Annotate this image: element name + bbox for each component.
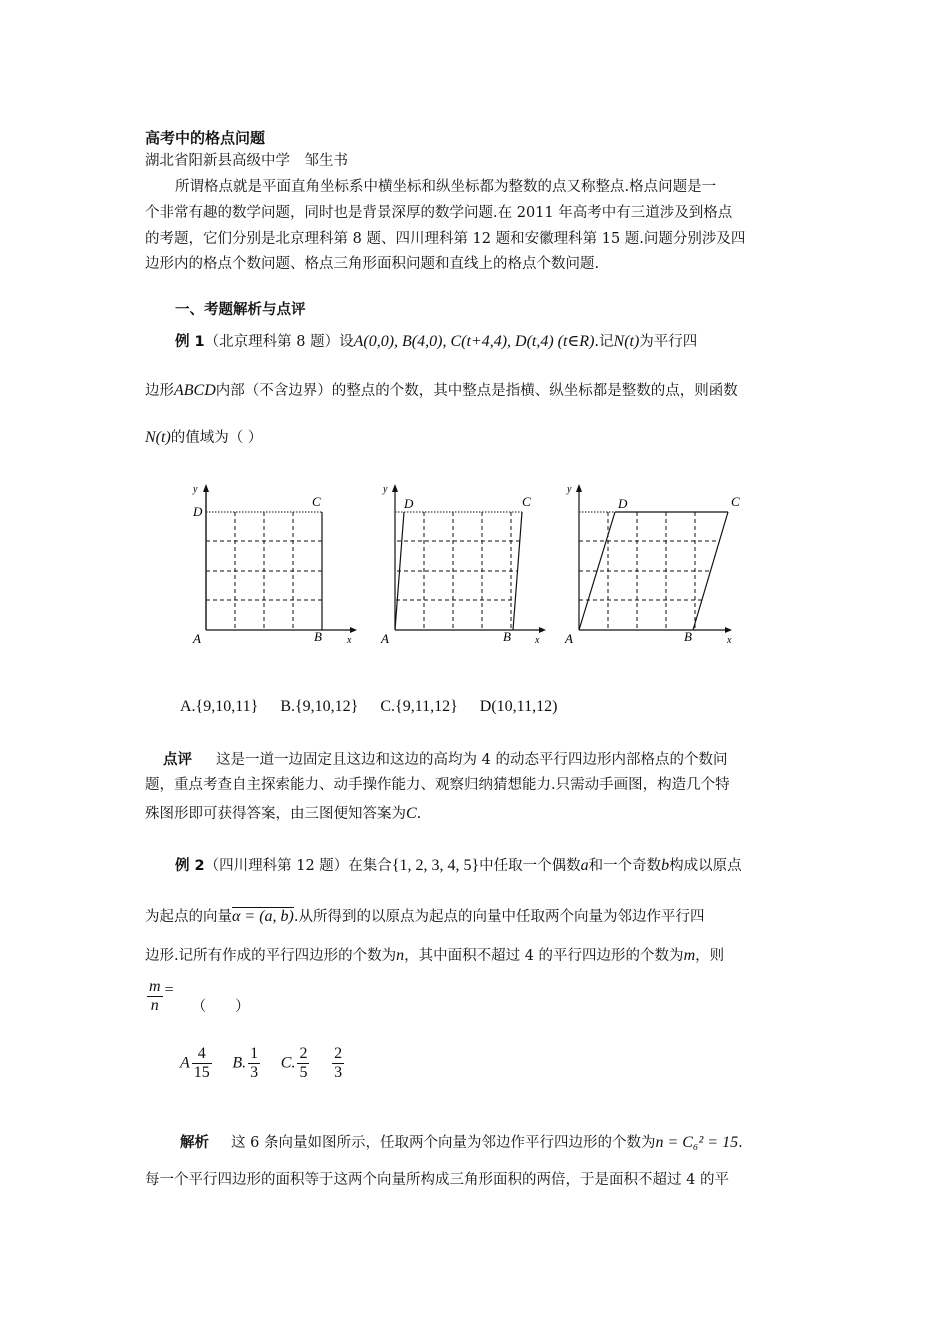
fig3-A-label: A bbox=[565, 631, 573, 646]
example1-line-1 bbox=[145, 332, 697, 352]
example1-line-3 bbox=[145, 428, 262, 448]
page-title: 高考中的格点问题 bbox=[145, 129, 266, 147]
example1-abcd: ABCD bbox=[174, 382, 216, 399]
comment1-text-3: 殊图形即可获得答案，由三图便知答案为 bbox=[145, 806, 406, 822]
example2-m: m bbox=[683, 947, 696, 964]
example1-option-d: D(10,11,12) bbox=[479, 698, 558, 715]
example2-a: a bbox=[580, 857, 589, 874]
example1-func: N(t) bbox=[613, 333, 640, 350]
example2-n: n bbox=[396, 947, 405, 964]
fig1-B-label: B bbox=[314, 629, 322, 644]
analysis2-end: . bbox=[738, 1135, 743, 1151]
option-a-den: 15 bbox=[193, 1064, 210, 1081]
analysis2-text-1: 这 6 条向量如图所示，任取两个向量为邻边作平行四边形的个数为 bbox=[231, 1135, 656, 1151]
analysis2-line-1 bbox=[180, 1133, 743, 1153]
example2-line-3 bbox=[145, 946, 724, 966]
example1-label: 例 1 bbox=[175, 334, 205, 350]
fig2-D-label: D bbox=[404, 496, 414, 511]
option-a-num: 4 bbox=[192, 1045, 212, 1064]
example1-option-a: A.{9,10,11} bbox=[180, 698, 259, 715]
analysis2-line-2: 每一个平行四边形的面积等于这两个向量所构成三角形面积的两倍，于是面积不超过 4 的平 bbox=[145, 1172, 729, 1188]
intro-line-2: 个非常有趣的数学问题，同时也是背景深厚的数学问题.在 2011 年高考中有三道涉及到格点 bbox=[145, 205, 733, 221]
option-b-letter: B. bbox=[232, 1054, 247, 1072]
fig1-C-label: C bbox=[312, 494, 321, 509]
analysis2-formula: n = C₆² = 15 bbox=[655, 1134, 739, 1151]
fig2-x-label: x bbox=[535, 635, 540, 646]
option-c-den: 5 bbox=[299, 1064, 308, 1081]
example2-ratio-den: n bbox=[150, 997, 159, 1014]
fig3-D-label: D bbox=[618, 496, 628, 511]
example1-option-b: B.{9,10,12} bbox=[280, 698, 359, 715]
fig1-x-label: x bbox=[347, 635, 352, 646]
example2-label: 例 2 bbox=[175, 858, 205, 874]
example1-source: （北京理科第 8 题）设 bbox=[204, 334, 354, 350]
example2-line-2 bbox=[145, 907, 704, 927]
fig2-B-label: B bbox=[503, 629, 511, 644]
figure-1 bbox=[192, 484, 357, 646]
example2-ratio-frac bbox=[147, 978, 163, 1015]
section-heading: 一、考题解析与点评 bbox=[175, 302, 306, 318]
example1-line-2 bbox=[145, 381, 738, 401]
intro-line-1: 所谓格点就是平面直角坐标系中横坐标和纵坐标都为整数的点又称整点.格点问题是一 bbox=[175, 179, 717, 195]
example2-options bbox=[180, 1045, 360, 1082]
example2-source: （四川理科第 12 题）在集合 bbox=[204, 858, 392, 874]
figure-2 bbox=[380, 484, 546, 646]
example2-ratio bbox=[145, 978, 250, 1017]
example2-ratio-eq: = bbox=[164, 981, 174, 999]
option-c-num: 2 bbox=[299, 1045, 308, 1062]
example2-mid3: 构成以原点 bbox=[669, 858, 742, 874]
example1-func-2: N(t) bbox=[145, 429, 171, 446]
comment1-text-1: 这是一道一边固定且这边和这边的高均为 4 的动态平行四边形内部格点的个数问 bbox=[216, 752, 728, 768]
example2-line3-post: ，则 bbox=[695, 948, 725, 964]
analysis2-label: 解析 bbox=[180, 1135, 209, 1151]
figure-3 bbox=[564, 484, 740, 646]
comment1-answer: C bbox=[406, 805, 417, 822]
option-b-den: 3 bbox=[250, 1064, 259, 1081]
example1-points: A(0,0), B(4,0), C(t+4,4), D(t,4) (t∈R) bbox=[353, 333, 595, 350]
example1-line2-post: 内部（不含边界）的整点的个数，其中整点是指横、纵坐标都是整数的点，则函数 bbox=[215, 383, 738, 399]
comment1-end: . bbox=[416, 806, 422, 822]
fig1-D-label: D bbox=[193, 504, 203, 519]
fig2-y-label: y bbox=[383, 484, 388, 495]
example2-b: b bbox=[661, 857, 670, 874]
comment1-label: 点评 bbox=[163, 752, 192, 768]
fig2-A-label: A bbox=[381, 631, 389, 646]
comment1-line-3 bbox=[145, 804, 421, 824]
example2-ratio-num: m bbox=[149, 978, 161, 995]
example2-vector: α = (a, b) bbox=[232, 908, 294, 925]
example2-line3-mid: ，其中面积不超过 4 的平行四边形的个数为 bbox=[404, 948, 684, 964]
example2-paren: （ ） bbox=[191, 998, 250, 1015]
example2-line3-pre: 边形.记所有作成的平行四边形的个数为 bbox=[145, 948, 397, 964]
example2-line-1 bbox=[145, 856, 742, 876]
example2-option-d bbox=[330, 1045, 346, 1082]
option-b-num: 1 bbox=[250, 1045, 259, 1062]
example2-mid2: 和一个奇数 bbox=[588, 858, 662, 874]
intro-line-3: 的考题，它们分别是北京理科第 8 题、四川理科第 12 题和安徽理科第 15 题.问题分别涉及四 bbox=[145, 231, 746, 247]
fig3-x-label: x bbox=[727, 635, 732, 646]
example1-options bbox=[180, 697, 571, 717]
option-a-letter: A bbox=[180, 1054, 190, 1072]
fig3-y-label: y bbox=[567, 484, 572, 495]
example1-figures bbox=[185, 478, 755, 653]
example1-text-after: .记 bbox=[594, 334, 614, 350]
fig2-C-label: C bbox=[522, 494, 531, 509]
example1-line2-pre: 边形 bbox=[145, 383, 174, 399]
comment1-line-1 bbox=[163, 750, 727, 770]
example2-option-a bbox=[180, 1045, 214, 1082]
fig3-B-label: B bbox=[684, 629, 692, 644]
option-d-num: 2 bbox=[334, 1045, 343, 1062]
example1-func-after: 为平行四 bbox=[639, 334, 698, 350]
fig3-C-label: C bbox=[731, 494, 740, 509]
example1-option-c: C.{9,11,12} bbox=[380, 698, 458, 715]
fig1-A-label: A bbox=[193, 631, 201, 646]
example2-set: {1, 2, 3, 4, 5} bbox=[391, 857, 480, 874]
option-c-letter: C. bbox=[280, 1054, 296, 1072]
example2-mid1: 中任取一个偶数 bbox=[479, 858, 581, 874]
example2-option-c bbox=[281, 1045, 312, 1082]
intro-line-4: 边形内的格点个数问题、格点三角形面积问题和直线上的格点个数问题. bbox=[145, 256, 600, 272]
author-line: 湖北省阳新县高级中学 邹生书 bbox=[145, 153, 348, 169]
option-d-den: 3 bbox=[334, 1064, 343, 1081]
example2-line2-post: .从所得到的以原点为起点的向量中任取两个向量为邻边作平行四 bbox=[293, 909, 705, 925]
example2-line2-pre: 为起点的向量 bbox=[145, 909, 232, 925]
example1-line3-post: 的值域为（ ） bbox=[170, 430, 263, 446]
fig1-y-label: y bbox=[193, 484, 198, 495]
comment1-line-2: 题，重点考查自主探索能力、动手操作能力、观察归纳猜想能力.只需动手画图，构造几个特 bbox=[145, 777, 730, 793]
example2-option-b bbox=[232, 1045, 262, 1082]
